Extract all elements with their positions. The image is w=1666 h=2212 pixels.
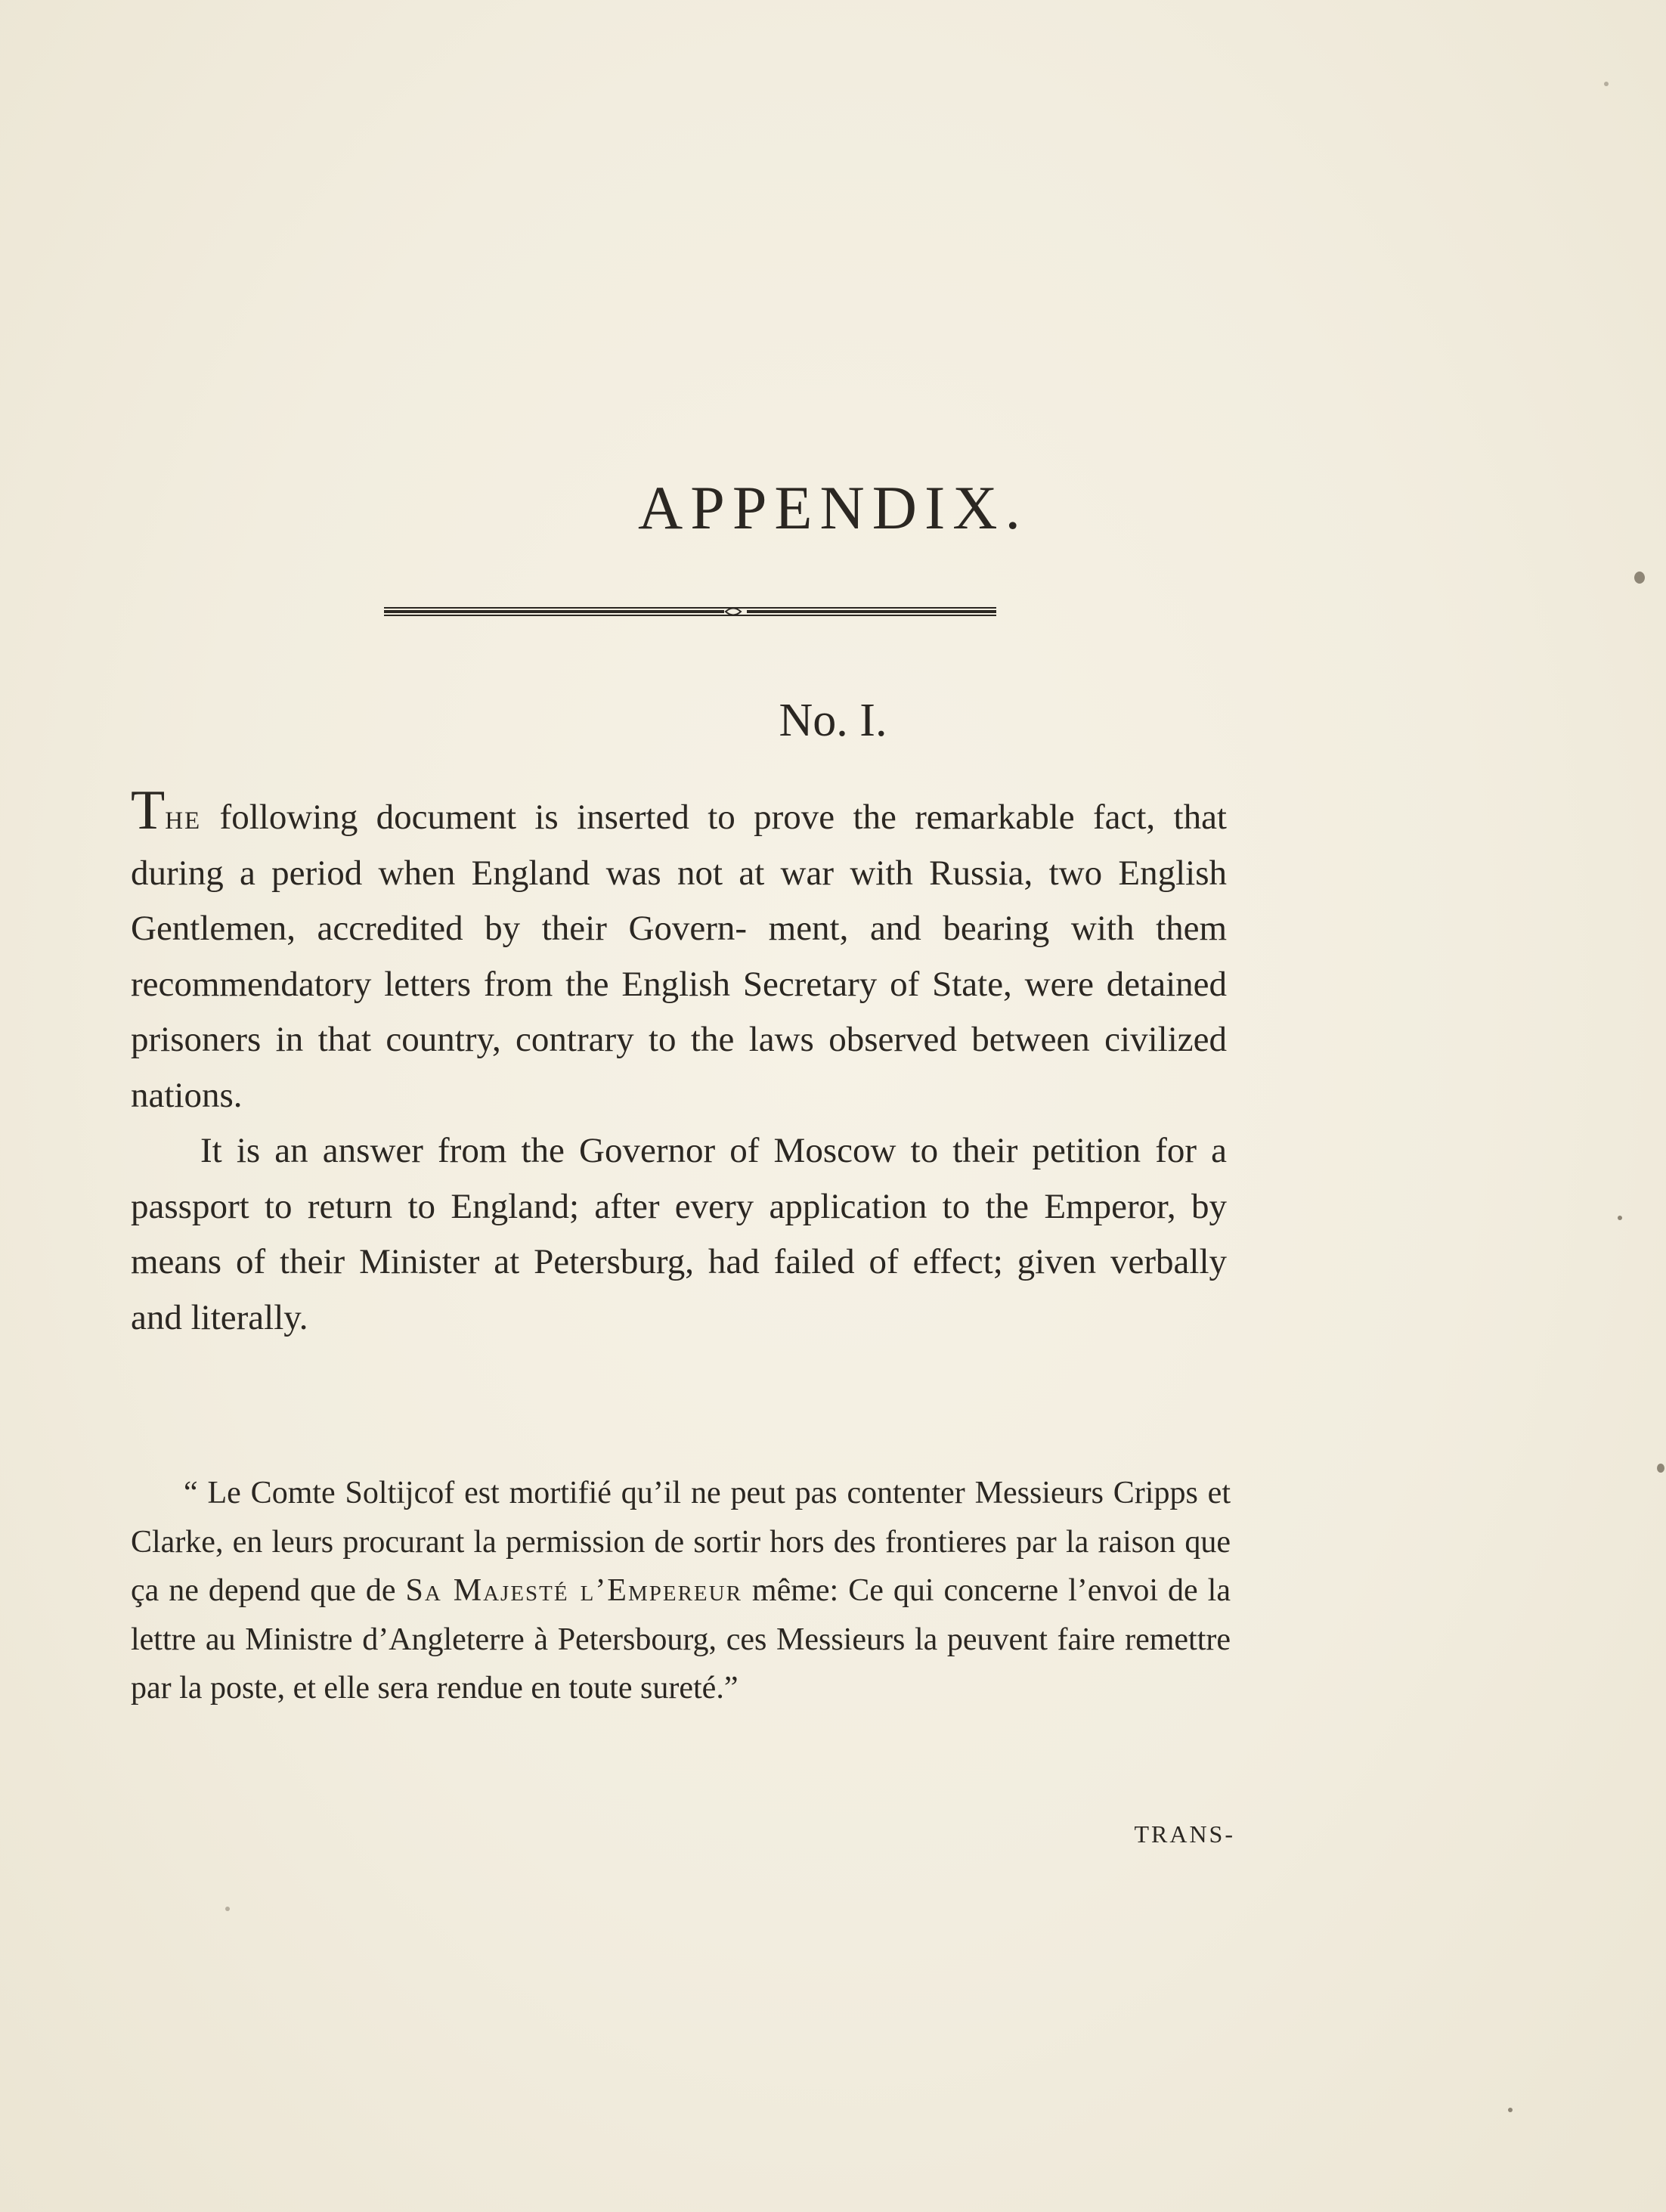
- paper-speck: [1604, 82, 1609, 86]
- quotation-part-2: même: Ce qui concerne l’envoi de la lettre au Ministre d’Angleterre à Petersbourg, ces Messieurs la peuvent faire remettre par la poste, et elle sera rendue en toute sureté.”: [131, 1573, 1231, 1705]
- drop-cap: T: [131, 779, 166, 841]
- quotation-text: [131, 1469, 1231, 1713]
- page-title: APPENDIX.: [638, 473, 1028, 542]
- paragraph-1-lead: he: [165, 798, 202, 837]
- quotation-smallcaps: Sa Majesté l’Empereur: [405, 1573, 742, 1608]
- paper-speck: [1618, 1216, 1622, 1220]
- paragraph-1: [131, 779, 1227, 1123]
- paper-speck: [1634, 572, 1645, 584]
- french-quotation: [131, 1469, 1231, 1713]
- paper-speck: [1508, 2108, 1513, 2112]
- main-text: [131, 779, 1227, 1346]
- catchword: TRANS-: [1134, 1820, 1235, 1848]
- paper-speck: [225, 1907, 230, 1911]
- ornamental-rule: [384, 603, 996, 620]
- paragraph-1-text: following document is inserted to prove the remarkable fact, that during a period when England was not at war with Russia, two English Gentlemen, accredited by their Govern- ment, and bearing with them recommendatory letters from the English Secretary of State, were detained prisoners in that country, contrary to the laws observed between civilized nations.: [131, 798, 1227, 1115]
- section-heading: No. I.: [779, 695, 887, 746]
- paper-speck: [1657, 1464, 1664, 1473]
- quotation-part-1: “ Le Comte Soltijcof est mortifié qu’il ne peut pas contenter Messieurs Cripps et Clarke, en leurs procurant la permission de sortir hors des frontieres par la raison que ça ne depend que de: [131, 1476, 1231, 1608]
- paragraph-2: It is an answer from the Governor of Moscow to their petition for a passport to return to England; after every application to the Emperor, by means of their Minister at Petersburg, had failed of effect; given verbally and literally.: [131, 1131, 1227, 1337]
